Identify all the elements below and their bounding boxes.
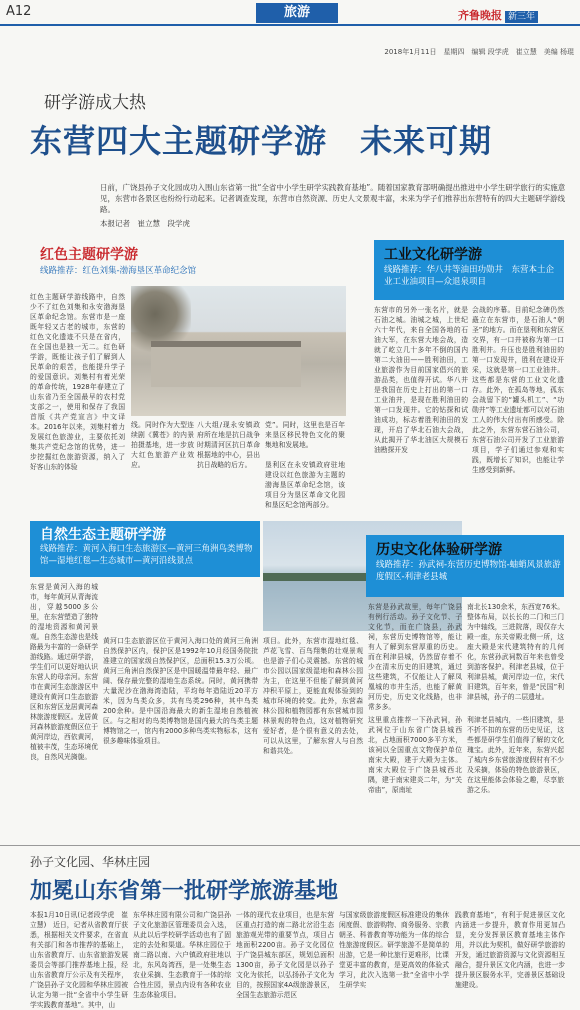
history-column-2: 这里重点推荐一下孙武祠，孙武祠位于山东省广饶县城西北，占地面积7000多平方米，该祠以全国重点文物保护单位南宋大殿，建于大殿为主体。南宋大殿位于广饶县城西北隅，建于南宋建炎二年，为“关帝庙”，原南址 [368,716,462,794]
red-theme-title: 红色主题研学游 [40,247,138,263]
bottom-headline: 加冕山东省第一批研学旅游基地 [30,879,339,904]
red-column-1: 红色主题研学游线路中，自然少不了红色刘集和永安渤海垦区革命纪念馆。东营市是一座既年轻又古老的城市，东营的红色文化遗迹不只是在省内，在全国也是独一无二。红色研学游，既能让孩子们了解到人民革命的艰苦，也能提升学子的爱国意识。刘集村有着光荣的革命传统，1928年春建立了山东省乃至全国最早的农村党支部之一，使用和保存了我国首版《共产党宣言》中文译本。2016年以来，刘集村着力发展红色旅游业，主要依托刘集共产党纪念馆的优势，进一步挖掘红色旅游资源，纳入了好客山东的体验 [30,293,125,471]
rural-photo [131,286,346,416]
section-tab: 旅游 [256,3,338,23]
industry-column-2: 会战的序幕。目前纪念碑仍然矗立在东营市，是石油人“朝圣”的地方。而在垦利和东营区交界，有一口井被称为第一口胜利井。升压也是胜利油田的第一口发现井，胜利在建设开采，这就是第一口工业油井。这些都是东营的工业文化遗存。此外，在孤岛等地，孤东会战留下的“罐头机工”、“功勋井”等工业遗址都可以对石油工人的伟大付出有所感受。除此之外，东营东营石油公司，东营石油公司开发了工业旅游项目，学子们通过参观和实践，既增长了知识，也能让学生感受到新鲜。 [472,306,564,474]
masthead-logo: 齐鲁晚报 [458,9,502,22]
history-column-1: 东营是孙武故里，每年广饶县有例行活动。孙子文化节、子文化节，而在广饶县，孙武祠，东营历史博物馆等，能让有人了解到东营厚重的历史。而在利津县城，仍然留存着不少在清末历史的旧建筑，通过这些建筑，不仅能让人了解凤凰城的市井生活，也能了解黄河历史，历史文化线路，也非常多多。 [368,603,462,711]
page-number: A12 [6,4,32,19]
red-theme-route: 线路推荐：红色刘集-渤海垦区革命纪念馆 [40,266,197,276]
masthead [458,4,576,22]
bottom-column-4: 与国家级旅游度假区标准建设的集休闲度假、旅游购物、商务服务、宗教朝圣、科普教育等功能为一体的综合性旅游度假区。研学旅游不是简单的出游，它是一种比旅行更难形，比课堂更丰富的教育，是更高效的体验式学习，此次入选第一批“全省中小学生研学实 [339,911,449,989]
kicker: 研学游成大热 [44,93,146,113]
history-theme-route: 线路推荐：孙武祠-东营历史博物馆-蚰蛸风景旅游度假区-利津老县城 [376,560,561,582]
eco-theme-title: 自然生态主题研学游 [40,527,166,543]
red-theme-box [28,240,368,282]
masthead-tag: 新三年 [505,11,538,23]
bottom-column-5: 践教育基地”，有利于促进景区文化内涵进一步提升，教育作用更加凸显，充分发挥景区教育基地主体作用，并以此为契机，做好研学旅游的开发，通过旅游资源与文化资源相互融合，提升景区文化内涵，也进一步提升景区服务水平，完善景区基础设施建设。 [455,911,565,989]
eco-theme-box [30,521,260,577]
headline: 东营四大主题研学游 未来可期 [30,122,493,160]
history-column-3: 南北长130余米，东西宽76米。整体布局，以长长的二门和三门为中轴线，三进院落，现仅存大殿一座，东关帝殿北侧一所，这座大殿是宋代建筑特有的几何化，东营孙武祠数百年来也曾受到游客保护。利津老县城，位于利津县城，黄河岸边一位，宋代旧建筑，百年来，曾是“民国”利津县城，孙子的二层遗址。 [467,603,564,701]
history-theme-title: 历史文化体验研学游 [376,542,502,558]
eco-column-1: 东营是黄河入海的城市，每年黄河从青海流出，穿越5000多公里，在东营塑造了独特的湿地资源和黄河景观。自然生态游也是线路最为丰富的一条研学游线路。通过研学游，学生们可以更好地认识东营人的母亲河。东营市在黄河生态旅游区中建设有黄河口生态旅游区和东营区龙居黄河森林旅游度假区。龙居黄河森林旅游度假区位于黄河岸边，西依黄河，植被丰茂，生态环境优良，自然风光旖旎。 [30,583,98,761]
history-theme-box [366,535,564,597]
bottom-column-3: 一体的现代农业项目，也是东营区重点打造的南二路北岔沿生态旅游观光带的重要节点，项目占地面积2200亩。孙子文化园位于广饶县城东部区，规划总面积1300亩，孙子文化园是以孙子文化为依托，以弘扬孙子文化为目的，按照国家4A级旅游景区，全国生态旅游示范区 [236,911,334,999]
red-column-2: 线。同时作为大型连续剧《冀苍》的内景拍摄基地，进一步放大红色旅游产业效应。 [131,421,194,469]
bottom-column-1: 本报1月10日讯(记者段学虎 崔立慧) 近日，记者从省教育厅获悉，根据相关文件要求，在省直有关部门和各市推荐的基础上，山东省教育厅、山东省旅游发展委员会等部门推荐基地上报，经山东省教育厅公示及有关程序，广饶县孙子文化园和华林庄园被认定为第一批“全省中小学生研学实践教育基地”。其中，山 [30,911,128,1009]
industry-column-1: 东营市的另外一张名片，就是石油之城。油城之城，上世纪六十年代，来自全国各地的石油大军，在东营大地会战，造就了屹立几十多年不倒的国内第二大油田——胜利油田，工业旅游作为目前国家倡兴的旅游品类，也值得开试。华八井是我国在历史上打出的第一口工业油井，是现在胜利油田的第一口发现井。它的钻探和试油成功，标志着胜利油田的发现，开启了华北石油大会战，从此揭开了华北油区大规模石油勘探开发 [374,306,468,454]
lead-paragraph: 日前，广饶县孙子文化园成功入围山东省第一批“全省中小学生研学实践教育基地”。随着国家教育部明确提出推进中小学生研学旅行的实施意见，东营市各景区也纷纷行动起来。记者调查发现，东营市自然资源、历史人文景观丰富，未来为学子们推荐出东营特有的四大主题研学游线路。 [100,183,566,214]
byline: 本报记者 崔立慧 段学虎 [100,219,190,228]
section-divider [0,845,580,846]
top-rule [0,24,580,26]
eco-column-2: 黄河口生态旅游区位于黄河入海口处的黄河三角洲自然保护区内，保护区是1992年10月经国务院批准建立的国家级自然保护区，总面积15.3万公顷。黄河三角洲自然保护区是中国暖温带最年轻、最广阔、保存最完整的湿地生态系统。同时，黄河携带大量泥沙在渤海湾造陆，平均每年造陆近20平方米，因为鸟类众多，共有鸟类296种，其中鸟类200余种。是中国沿海最大的新生湿地自然植被区。与之相对的鸟类博物馆是国内最大的鸟类主题博物馆之一，馆内有2000多种鸟类实物标本，这有很多趣味体验项目。 [103,637,258,745]
industry-theme-title: 工业文化研学游 [384,247,482,263]
eco-theme-route: 线路推荐：黄河入海口生态旅游区—黄河三角洲鸟类博物馆—湿地红毯—生态城市—黄河沿线景点 [40,544,253,566]
red-column-3: 八大组/现永安镇政府所在地是抗日战争时期清河区抗日革命根据地的中心，县出抗日战略的后方。 [197,421,260,469]
dateline: 2018年1月11日 星期四 编辑 段学虎 崔立慧 美编 杨琨 [384,48,574,56]
bottom-kicker: 孙子文化园、华林庄园 [30,855,151,869]
history-column-4: 利津老县城内，一些旧建筑，是不折不扣的东营的历史见证，这些都是研学生们值得了解的文化瑰宝。此外，近年来，东营兴起了城内乡东营旅游度假村有不少及采摘，体验的特色旅游景区，在这里能体会体验之趣，尽享旅游之乐。 [467,716,564,794]
bottom-column-2: 东华林庄园有限公司和广饶县孙子文化旅游区管理委员会入选，从此以后学校研学活动也有了固定的去处和渠道。华林庄园位于南二路以南、六户镇政府驻地以北，东风岛湾西，是一处集生态农业采摘、生态教育于一体的综合性庄园，景点内设有各种农业生态体验项目。 [133,911,231,999]
eco-column-3: 项目。此外，东营市湿地红毯、芦花飞雪、百鸟翔集的壮观景观也是游子们心灵震撼。东营的城市公园以国家级湿地和森林公园为主，在这里不但能了解到黄河冲积平原上，更能直观体验到的城市环境的转变。此外，东营森林公园和植物园都有东营城市园林景观的特色点，这对植物研究爱好者，是个很有意义的去处，可以从这里，了解东营人与自然和谐共处。 [263,637,363,755]
industry-theme-route: 线路推荐：华八井等油田功勋井 东营本土企业工业油项目—众退泉项目 [384,265,555,287]
red-column-5: 垦利区在永安镇政府驻地建设以红色旅游为主题的渤海垦区革命纪念馆，该项目分为垦区革命文化园和垦区纪念馆两部分。 [265,461,345,509]
red-column-4: 党”。同时，这里也是百年来垦区移民特色文化的聚集地和发展地。 [265,421,345,449]
industry-theme-box [374,240,564,300]
